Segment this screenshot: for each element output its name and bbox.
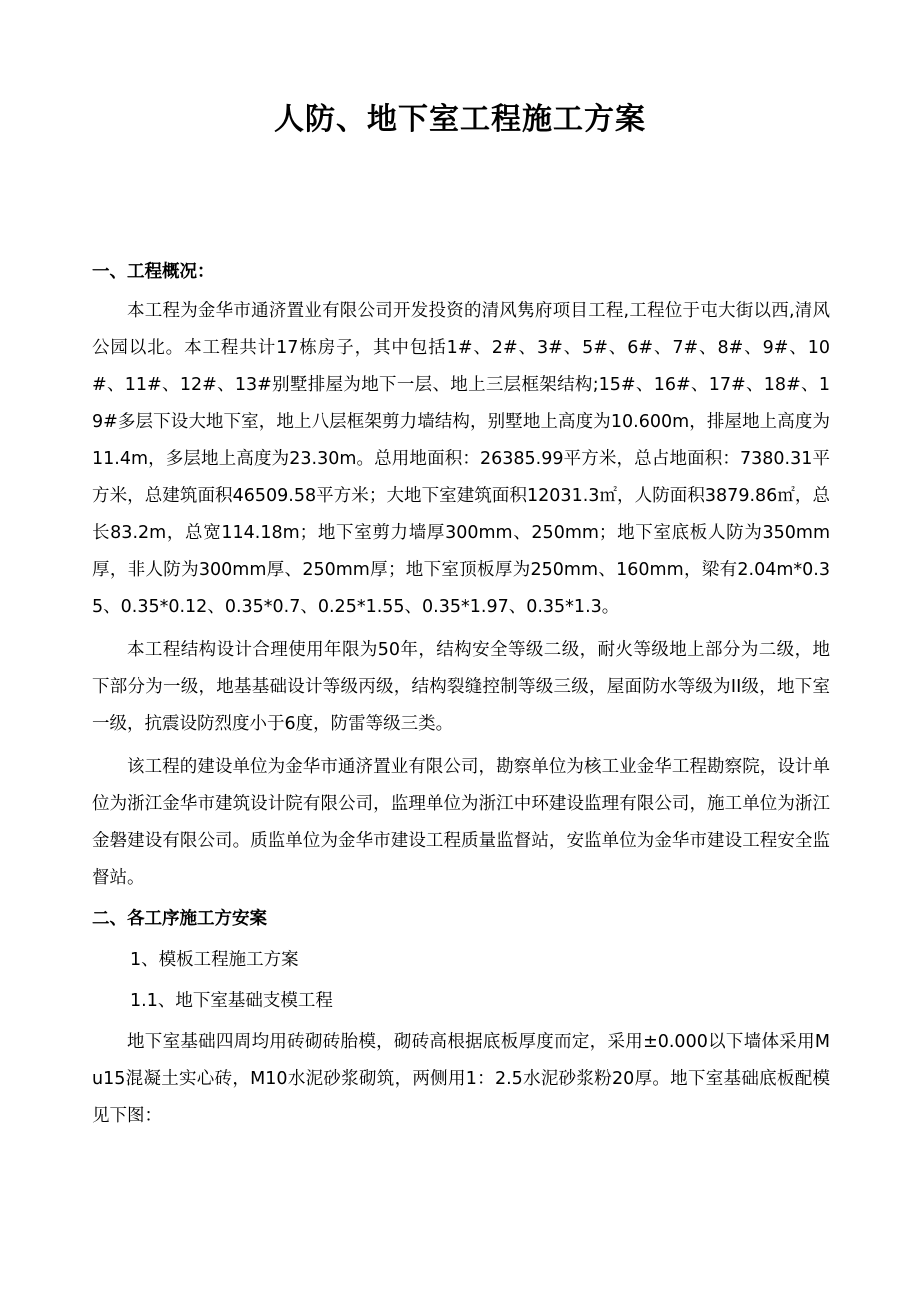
overview-paragraph-1: 本工程为金华市通济置业有限公司开发投资的清风隽府项目工程,工程位于屯大街以西,清风公园以北。本工程共计17栋房子，其中包括1#、2#、3#、5#、6#、7#、8#、9#、10#、11#、12#、13#别墅排屋为地下一层、地上三层框架结构;15#、16#、17#、18#、19#多层下设大地下室，地上八层框架剪力墙结构，别墅地上高度为10.600m，排屋地上高度为11.4m，多层地上高度为23.30m。总用地面积：26385.99平方米，总占地面积：7380.31平方米，总建筑面积46509.58平方米；大地下室建筑面积12031.3㎡，人防面积3879.86㎡，总长83.2m，总宽114.18m；地下室剪力墙厚300mm、250mm；地下室底板人防为350mm厚，非人防为300mm厚、250mm厚；地下室顶板厚为250mm、160mm，梁有2.04m*0.35、0.35*0.12、0.35*0.7、0.25*1.55、0.35*1.97、0.35*1.3。 [92, 301, 830, 617]
section-heading-procedures: 二、各工序施工方安案 [92, 909, 267, 929]
overview-paragraph-2: 本工程结构设计合理使用年限为50年，结构安全等级二级，耐火等级地上部分为二级，地下部分为一级，地基基础设计等级丙级，结构裂缝控制等级三级，屋面防水等级为II级，地下室一级，抗震设防烈度小于6度，防雷等级三类。 [92, 640, 830, 734]
document-body [92, 254, 830, 1141]
subheading-formwork: 1、模板工程施工方案 [130, 950, 299, 970]
section-heading-overview: 一、工程概况： [92, 262, 215, 282]
foundation-paragraph: 地下室基础四周均用砖砌砖胎模，砌砖高根据底板厚度而定，采用±0.000以下墙体采用Mu15混凝土实心砖，M10水泥砂浆砌筑，两侧用1：2.5水泥砂浆粉20厚。地下室基础底板配模见下图： [92, 1032, 830, 1126]
document-title: 人防、地下室工程施工方案 [274, 102, 646, 137]
subheading-basement-foundation: 1.1、地下室基础支模工程 [130, 991, 333, 1011]
overview-paragraph-3: 该工程的建设单位为金华市通济置业有限公司，勘察单位为核工业金华工程勘察院，设计单位为浙江金华市建筑设计院有限公司，监理单位为浙江中环建设监理有限公司，施工单位为浙江金磐建设有限公司。质监单位为金华市建设工程质量监督站，安监单位为金华市建设工程安全监督站。 [92, 757, 830, 888]
